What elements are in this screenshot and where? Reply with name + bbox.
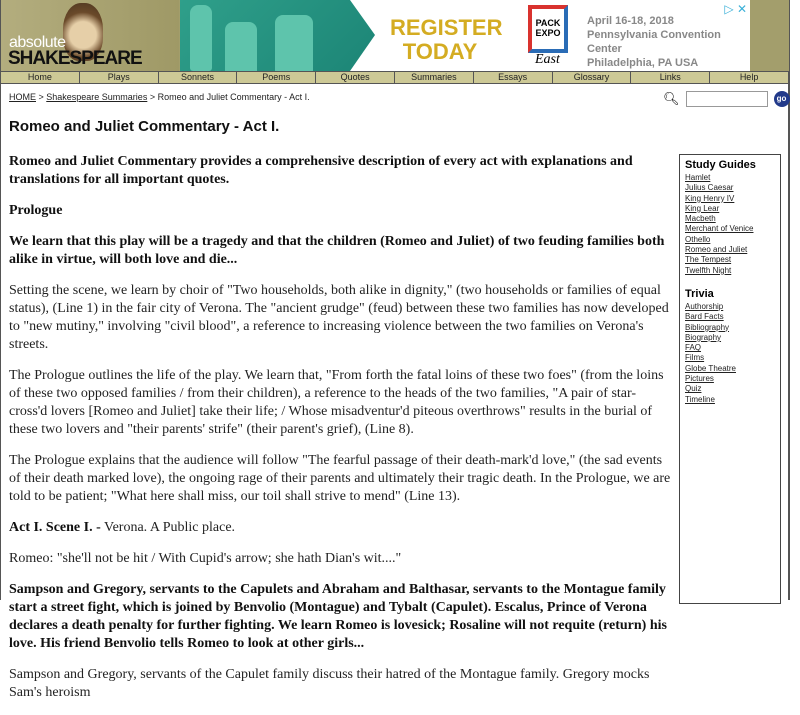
sidebar-link-othello[interactable]: Othello (685, 234, 711, 244)
nav-summaries[interactable]: Summaries (395, 72, 474, 83)
ad-info: April 16-18, 2018 Pennsylvania Convention Center Philadelphia, PA USA (587, 15, 721, 69)
nav-links[interactable]: Links (631, 72, 710, 83)
breadcrumb-sep: > (147, 92, 158, 102)
sidebar-link-biography[interactable]: Biography (685, 332, 722, 342)
header (1, 0, 789, 71)
sidebar-link-bibliography[interactable]: Bibliography (685, 322, 730, 332)
sidebar-link-hamlet[interactable]: Hamlet (685, 173, 711, 182)
site-logo[interactable] (1, 0, 179, 71)
paragraph (9, 202, 671, 220)
sidebar-link-quiz[interactable]: Quiz (685, 384, 702, 394)
page-title: Romeo and Juliet Commentary - Act I. (9, 118, 280, 135)
sidebar-link-merchant-of-venice[interactable]: Merchant of Venice (685, 224, 754, 234)
go-button[interactable]: go (774, 91, 790, 107)
paragraph-text: Romeo: "she'll not be hit / With Cupid's arrow; she hath Dian's wit...." (9, 551, 402, 566)
paragraph-text: Verona. A Public place. (100, 520, 236, 535)
nav-quotes[interactable]: Quotes (316, 72, 395, 83)
paragraph-text: Sampson and Gregory, servants to the Capulets and Abraham and Balthasar, servants to the Montague family start a street fight, which is joined by Benvolio (Montague) and Tybalt (Capulet). Escalus, Prince of Verona declares a death penalty for further fighting. We learn Romeo is lovesick; Rosaline will not requite (return) his love. His friend Benvolio tells Romeo to look at other girls... (9, 582, 667, 651)
sidebar-link-films[interactable]: Films (685, 353, 705, 363)
main-nav (1, 71, 789, 84)
sidebar-link-bard-facts[interactable]: Bard Facts (685, 312, 724, 322)
paragraph-text: Sampson and Gregory, servants of the Capulet family discuss their hatred of the Montague family. Gregory mocks Sam's heroism (9, 667, 650, 700)
ad-pack-expo-logo: PACK EXPO (528, 5, 568, 53)
ad-choices-close-icon[interactable]: ▷ ✕ (724, 2, 747, 16)
advertisement-banner[interactable] (180, 0, 750, 71)
logo-text-2: SHAKESPEARE (8, 48, 142, 69)
ad-headline: REGISTER TODAY (390, 15, 503, 64)
breadcrumb-home-link[interactable]: HOME (9, 92, 36, 102)
paragraph-text: The Prologue explains that the audience will follow "The fearful passage of their death-mark'd love," (the sad events of their death marked love), the ongoing rage of their parents and ultimately their tragic death. In the Prologue, we are told to be patient; "What here shall miss, our toil shall strive to mend" (Line 13). (9, 453, 671, 504)
article-content (9, 153, 671, 715)
paragraph (9, 550, 671, 568)
sidebar-link-king-lear[interactable]: King Lear (685, 203, 720, 213)
logo-text-1: absolute (9, 34, 66, 51)
ad-brand-east: East (535, 52, 560, 67)
sidebar-link-authorship[interactable]: Authorship (685, 301, 724, 311)
paragraph (9, 519, 671, 537)
sidebar-link-twelfth-night[interactable]: Twelfth Night (685, 265, 732, 275)
trivia-heading: Trivia (685, 287, 714, 300)
paragraph (9, 233, 671, 269)
sidebar-link-the-tempest[interactable]: The Tempest (685, 255, 732, 265)
sidebar-link-macbeth[interactable]: Macbeth (685, 214, 716, 224)
ad-image (180, 0, 375, 71)
sidebar-link-faq[interactable]: FAQ (685, 343, 702, 353)
search-input[interactable] (686, 91, 768, 107)
search-form (663, 91, 790, 107)
paragraph (9, 666, 671, 702)
nav-plays[interactable]: Plays (80, 72, 159, 83)
sidebar-link-globe-theatre[interactable]: Globe Theatre (685, 363, 736, 373)
breadcrumb-summaries-link[interactable]: Shakespeare Summaries (46, 92, 148, 102)
sidebar-link-timeline[interactable]: Timeline (685, 394, 715, 404)
sidebar-link-romeo-and-juliet[interactable]: Romeo and Juliet (685, 245, 748, 255)
sidebar (679, 154, 781, 604)
paragraph (9, 153, 671, 189)
paragraph-text: The Prologue outlines the life of the play. We learn that, "From forth the fatal loins of these two foes" (from the loins of these two opposed families / from their children), a reference to the heads of the two families, "A pair of star-cross'd lovers [Romeo and Juliet] take their life; / Whose misadventur'd piteous overthrows" results in the burial of these two lovers and "their parents' strife" (their parent's grief), (Line 8). (9, 368, 664, 437)
nav-help[interactable]: Help (710, 72, 789, 83)
nav-poems[interactable]: Poems (237, 72, 316, 83)
study-guides-heading: Study Guides (685, 159, 756, 171)
paragraph (9, 367, 671, 439)
sidebar-link-pictures[interactable]: Pictures (685, 374, 714, 384)
nav-glossary[interactable]: Glossary (553, 72, 632, 83)
paragraph-text: Prologue (9, 203, 63, 218)
magnifier-icon: 🔍︎ (663, 91, 680, 106)
paragraph (9, 282, 671, 354)
paragraph (9, 452, 671, 506)
breadcrumb (9, 92, 310, 102)
nav-essays[interactable]: Essays (474, 72, 553, 83)
paragraph-text: Setting the scene, we learn by choir of "Two households, both alike in dignity," (two households or families of equal status), (Line 1) in the fair city of Verona. The "ancient grudge" (feud) between these two families has now developed to "new mutiny," involving "civil blood", a reference to increasing violence between the two families on Verona's streets. (9, 283, 669, 352)
sidebar-link-king-henry-iv[interactable]: King Henry IV (685, 193, 735, 203)
scene-heading: Act I. Scene I. - (9, 520, 101, 535)
nav-sonnets[interactable]: Sonnets (159, 72, 238, 83)
breadcrumb-sep: > (36, 92, 47, 102)
paragraph-text: We learn that this play will be a tragedy and that the children (Romeo and Juliet) of two feuding families both alike in virtue, will both love and die... (9, 234, 665, 267)
sidebar-link-julius-caesar[interactable]: Julius Caesar (685, 183, 734, 193)
paragraph-text: Romeo and Juliet Commentary provides a comprehensive description of every act with explanations and translations for all important quotes. (9, 154, 633, 187)
breadcrumb-current: Romeo and Juliet Commentary - Act I. (157, 92, 310, 102)
nav-home[interactable]: Home (1, 72, 80, 83)
paragraph (9, 581, 671, 653)
